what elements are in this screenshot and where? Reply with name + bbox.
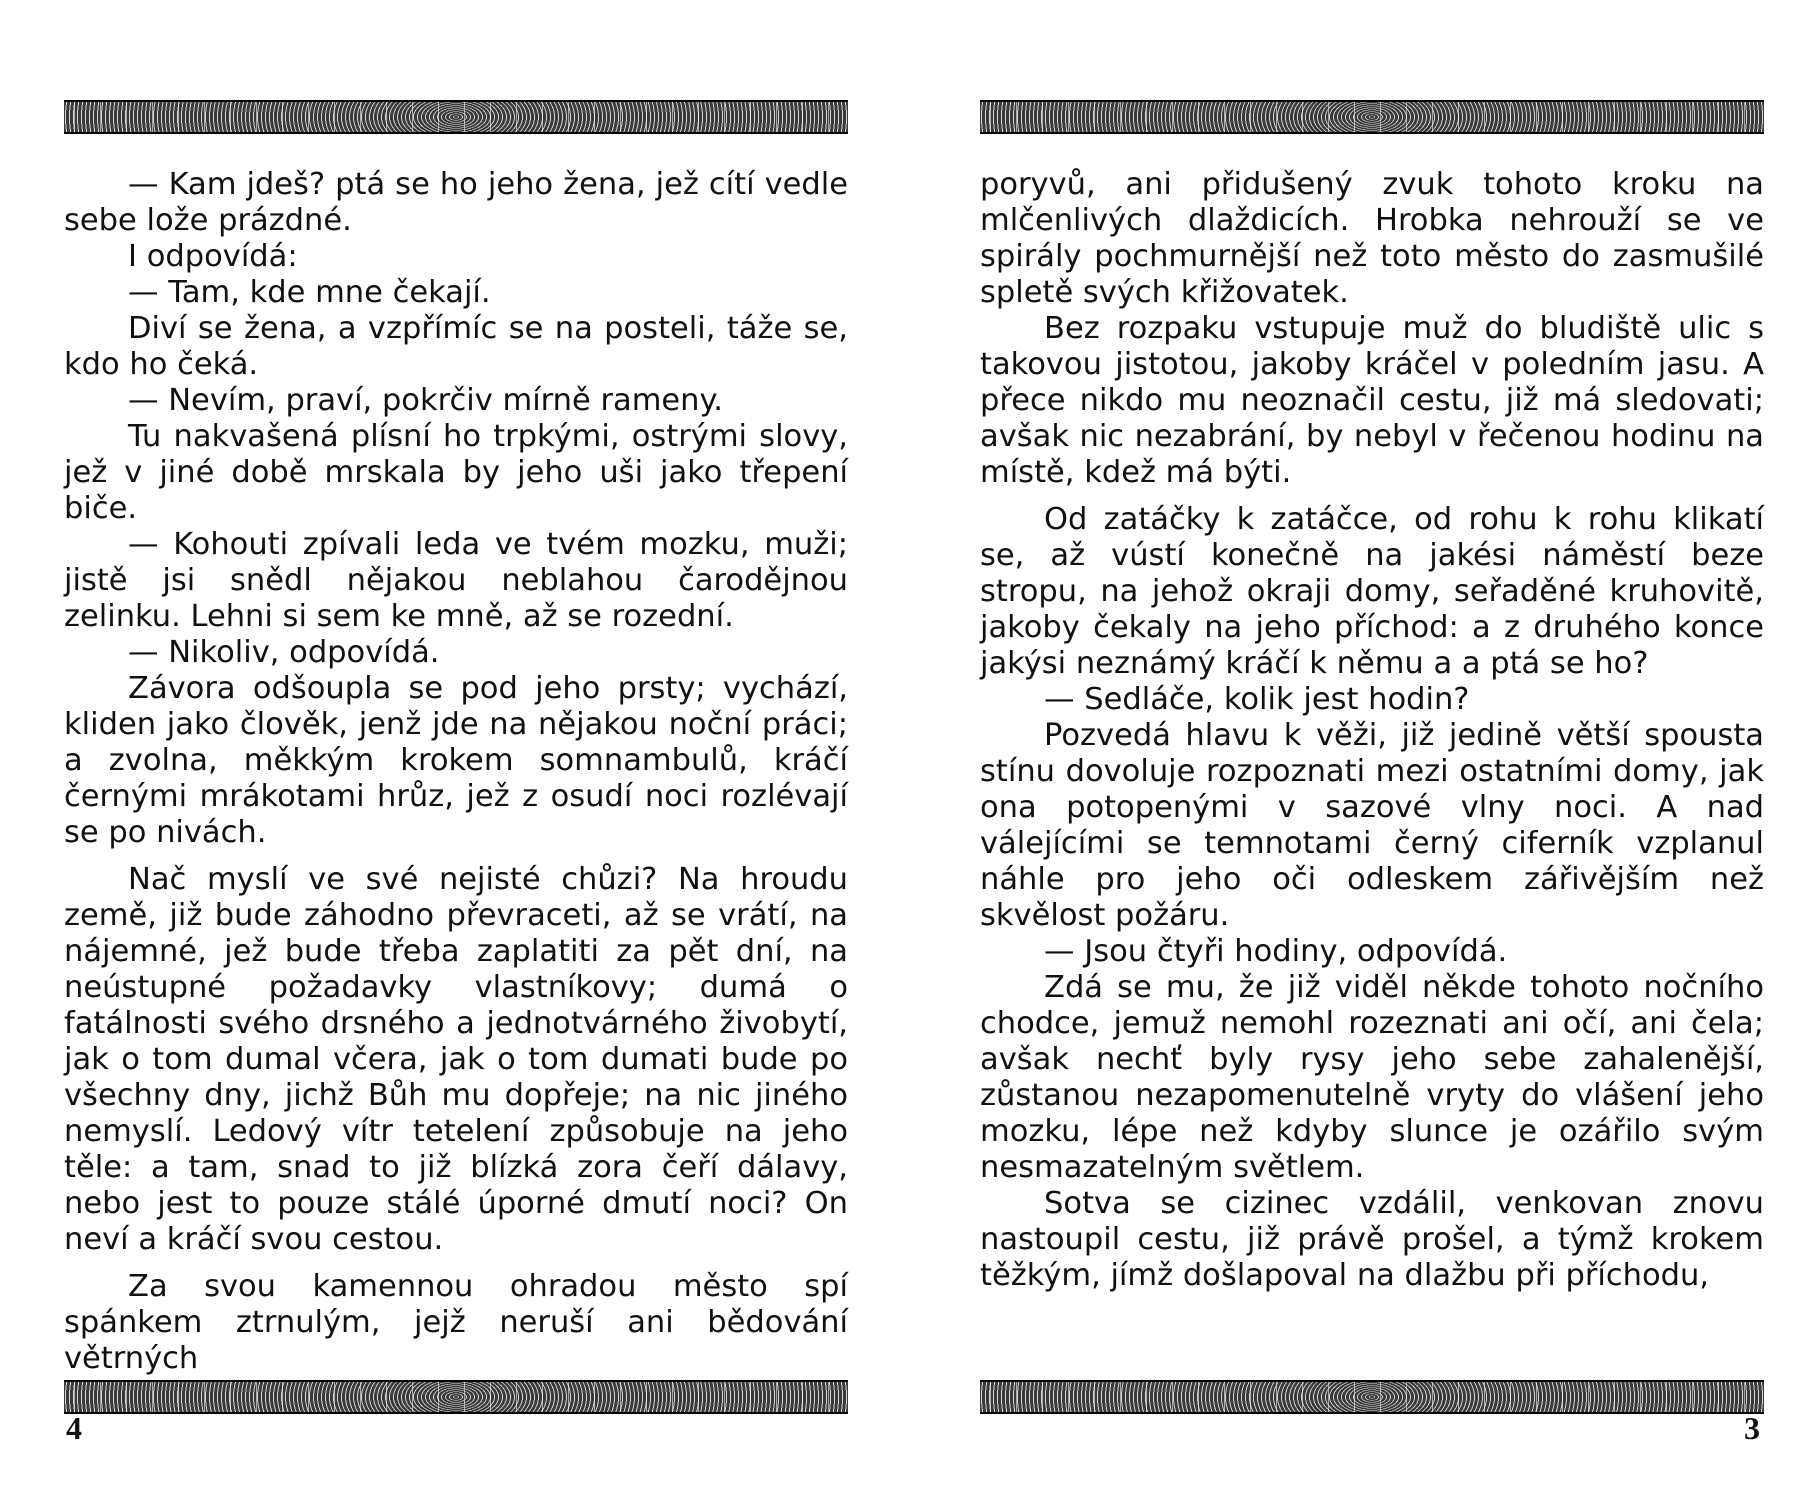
paragraph: I odpovídá:: [128, 239, 298, 274]
paragraph: Za svou kamennou ohradou město spí spánkem ztrnulým, jejž neruší ani bědování větrných: [64, 1269, 848, 1376]
paragraph: Tu nakvašená plísní ho trpkými, ostrými slovy, jež v jiné době mrskala by jeho uši jako třepení biče.: [64, 419, 848, 526]
page-number: 4: [66, 1410, 82, 1446]
paragraph: Nač myslí ve své nejisté chůzi? Na hroudu země, již bude záhodno převraceti, až se vrátí, na nájemné, jež bude třeba zaplatiti za pět dní, na neústupné požadavky vlastníkovy; dumá o fatálnosti svého drsného a jednotvárného živobytí, jak o tom dumal včera, jak o tom dumati bude po všechny dny, jichž Bůh mu dopřeje; na nic jiného nemyslí. Ledový vítr tetelení způsobuje na jeho těle: a tam, snad to již blízká zora čeří dálavy, nebo jest to pouze stálé úporné dmutí noci? On neví a kráčí svou cestou.: [64, 862, 848, 1257]
page-number: 3: [1744, 1410, 1760, 1446]
paragraph: Pozvedá hlavu k věži, již jedině větší spousta stínu dovoluje rozpoznati mezi ostatními domy, jak ona potopenými v sazové vlny noci. A nad válejícími se temnotami černý ciferník vzplanul náhle pro jeho oči odleskem zářivějším než skvělost požáru.: [980, 718, 1764, 933]
right-page-text: [980, 167, 1764, 1294]
paragraph: Diví se žena, a vzpřímíc se na posteli, táže se, kdo ho čeká.: [64, 311, 848, 382]
paragraph: poryvů, ani přidušený zvuk tohoto kroku na mlčenlivých dlaždicích. Hrobka nehrouží se ve spirály pochmurnější než toto město do zasmušilé spletě svých křižovatek.: [980, 167, 1764, 310]
left-page-text: [64, 167, 848, 1377]
ornamental-border-bottom: [64, 1380, 848, 1414]
paragraph: — Jsou čtyři hodiny, odpovídá.: [1044, 934, 1508, 969]
paragraph: — Sedláče, kolik jest hodin?: [1044, 682, 1470, 717]
paragraph: Bez rozpaku vstupuje muž do bludiště ulic s takovou jistotou, jakoby kráčel v poledním jasu. A přece nikdo mu neoznačil cestu, již má sledovati; avšak nic nezabrání, by nebyl v řečenou hodinu na místě, kdež má býti.: [980, 311, 1764, 490]
ornamental-border-top: [64, 100, 848, 134]
paragraph: — Kohouti zpívali leda ve tvém mozku, muži; jistě jsi snědl nějakou neblahou čarodějnou zelinku. Lehni si sem ke mně, až se rozední.: [64, 527, 848, 634]
ornamental-border-top: [980, 100, 1764, 134]
left-page: [60, 0, 850, 1500]
paragraph: — Nikoliv, odpovídá.: [128, 635, 440, 670]
paragraph: Závora odšoupla se pod jeho prsty; vychází, kliden jako člověk, jenž jde na nějakou noční práci; a zvolna, měkkým krokem somnambulů, kráčí černými mrákotami hrůz, jež z osudí noci rozlévají se po nivách.: [64, 671, 848, 850]
paragraph: — Tam, kde mne čekají.: [128, 275, 491, 310]
paragraph: — Kam jdeš? ptá se ho jeho žena, jež cítí vedle sebe lože prázdné.: [64, 167, 848, 238]
ornamental-border-bottom: [980, 1380, 1764, 1414]
right-page: [976, 0, 1766, 1500]
paragraph: Zdá se mu, že již viděl někde tohoto nočního chodce, jemuž nemohl rozeznati ani očí, ani čela; avšak nechť byly rysy jeho sebe zahalenější, zůstanou nezapomenutelně vryty do vlášení jeho mozku, lépe než kdyby slunce je ozářilo svým nesmazatelným světlem.: [980, 970, 1764, 1185]
paragraph: Sotva se cizinec vzdálil, venkovan znovu nastoupil cestu, již právě prošel, a týmž krokem těžkým, jímž došlapoval na dlažbu při příchodu,: [980, 1186, 1764, 1293]
paragraph: Od zatáčky k zatáčce, od rohu k rohu klikatí se, až vústí konečně na jakési náměstí beze stropu, na jehož okraji domy, seřaděné kruhovitě, jakoby čekaly na jeho příchod: a z druhého konce jakýsi neznámý kráčí k němu a a ptá se ho?: [980, 502, 1764, 681]
paragraph: — Nevím, praví, pokrčiv mírně rameny.: [128, 383, 723, 418]
